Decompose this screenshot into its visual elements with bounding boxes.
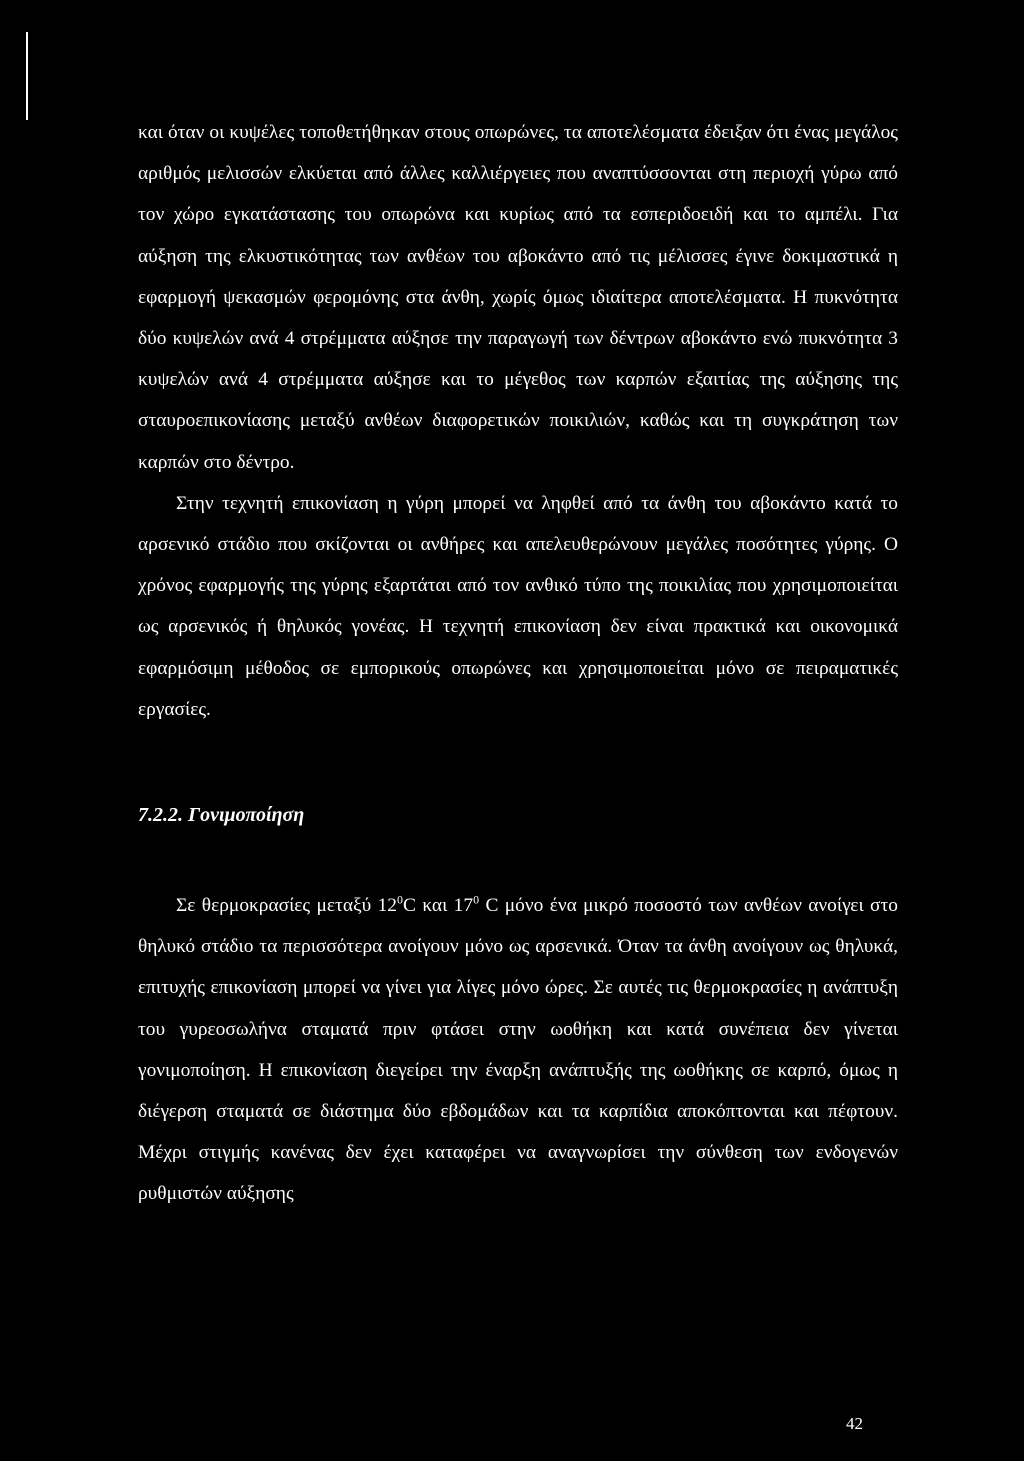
page-edge-rule — [26, 32, 28, 120]
section-title: Γονιμοποίηση — [188, 804, 305, 827]
section-number: 7.2.2. — [138, 804, 183, 827]
paragraph-pollination-hives: και όταν οι κυψέλες τοποθετήθηκαν στους οπωρώνες, τα αποτελέσματα έδειξαν ότι ένας μεγάλος αριθμός μελισσών ελκύεται από άλλες καλλιέργειες που αναπτύσσονται στη περιοχή γύρω από τον χώρο εγκατάστασης του οπωρώνα και κυρίως από τα εσπεριδοειδή και το αμπέλι. Για αύξηση της ελκυστικότητας των ανθέων του αβοκάντο από τις μέλισσες έγινε δοκιμαστικά η εφαρμογή ψεκασμών φερομόνης στα άνθη, χωρίς όμως ιδιαίτερα αποτελέσματα. Η πυκνότητα δύο κυψελών ανά 4 στρέμματα αύξησε την παραγωγή των δέντρων αβοκάντο ενώ πυκνότητα 3 κυψελών ανά 4 στρέμματα αύξησε και το μέγεθος των καρπών εξαιτίας της αύξησης της σταυροεπικονίασης μεταξύ ανθέων διαφορετικών ποικιλιών, καθώς και τη συγκράτηση των καρπών στο δέντρο. — [138, 122, 898, 473]
paragraph-artificial-pollination: Στην τεχνητή επικονίαση η γύρη μπορεί να ληφθεί από τα άνθη του αβοκάντο κατά το αρσενικό στάδιο που σκίζονται οι ανθήρες και απελευθερώνουν μεγάλες ποσότητες γύρης. Ο χρόνος εφαρμογής της γύρης εξαρτάται από τον ανθικό τύπο της ποικιλίας που χρησιμοποιείται ως αρσενικός ή θηλυκός γονέας. Η τεχνητή επικονίαση δεν είναι πρακτικά και οικονομικά εφαρμόσιμη μέθοδος σε εμπορικούς οπωρώνες και χρησιμοποιείται μόνο σε πειραματικές εργασίες. — [138, 492, 898, 720]
paragraph-fertilization — [138, 885, 898, 1215]
document-page — [138, 112, 898, 1215]
section-heading — [138, 795, 898, 836]
degree-superscript-2: 0 — [473, 892, 480, 907]
fertilization-text-1: Σε θερμοκρασίες μεταξύ 12 — [176, 895, 397, 917]
degree-superscript-1: 0 — [397, 892, 403, 907]
page-number: 42 — [846, 1414, 863, 1433]
fertilization-text-3: C μόνο ένα μικρό ποσοστό των ανθέων ανοίγει στο θηλυκό στάδιο τα περισσότερα ανοίγουν μόνο ως αρσενικά. Όταν τα άνθη ανοίγουν ως θηλυκά, επιτυχής επικονίαση μπορεί να γίνει για λίγες μόνο ώρες. Σε αυτές τις θερμοκρασίες η ανάπτυξη του γυρεοσωλήνα σταματά πριν φτάσει στην ωοθήκη και κατά συνέπεια δεν γίνεται γονιμοποίηση. Η επικονίαση διεγείρει την έναρξη ανάπτυξής της ωοθήκης σε καρπό, όμως η διέγερση σταματά σε διάστημα δύο εβδομάδων και τα καρπίδια αποκόπτονται και πέφτουν. Μέχρι στιγμής κανένας δεν έχει καταφέρει να αναγνωρίσει την σύνθεση των ενδογενών ρυθμιστών αύξησης — [138, 895, 898, 1205]
fertilization-text-2: C και 17 — [403, 895, 474, 917]
